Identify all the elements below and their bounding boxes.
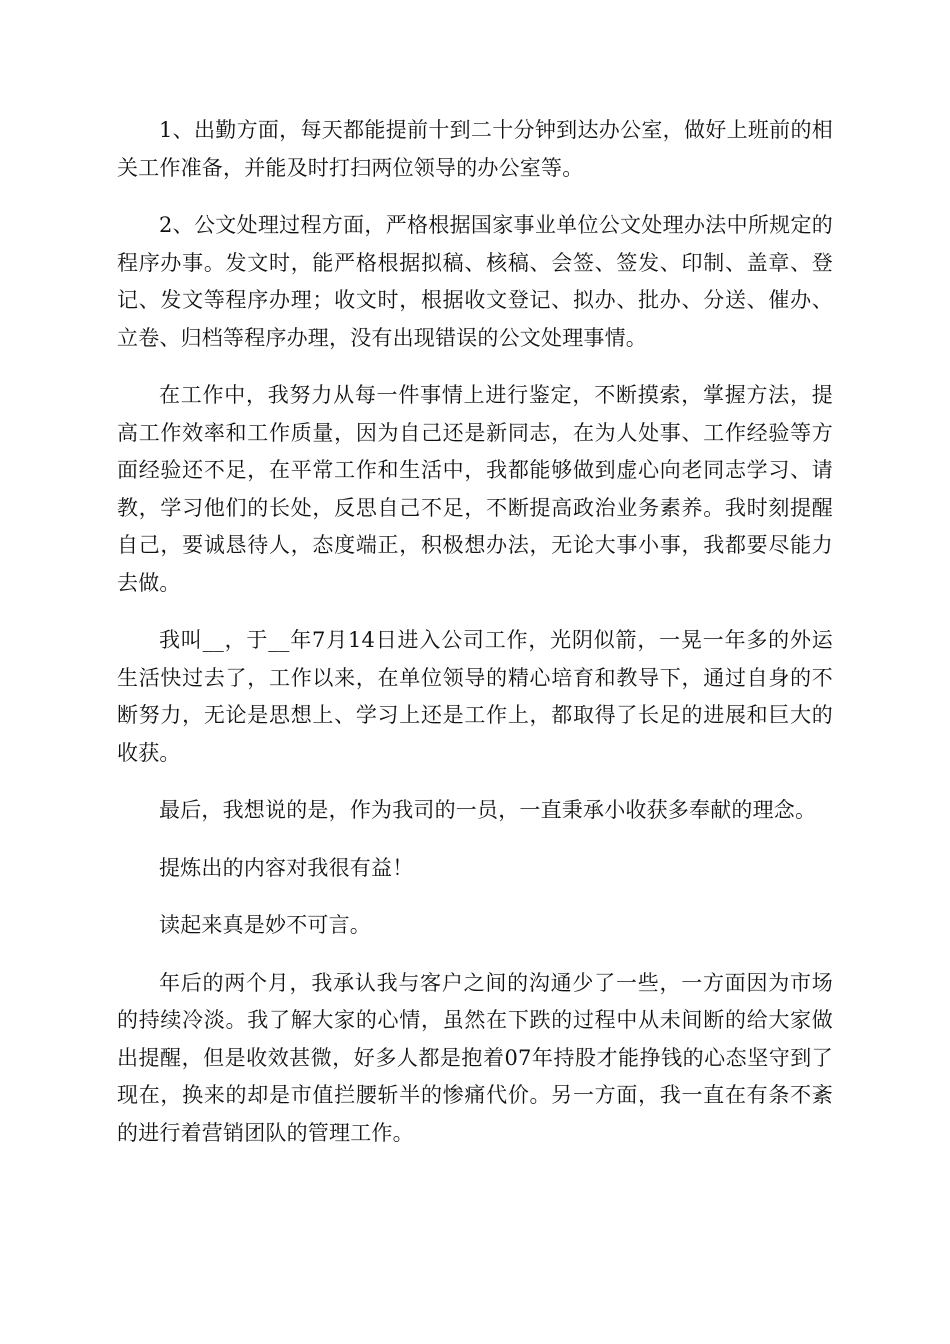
- paragraph-closing: 最后，我想说的是，作为我司的一员，一直秉承小收获多奉献的理念。: [159, 798, 817, 822]
- paragraph-introduction: 我叫__，于__年7月14日进入公司工作，光阴似箭，一晃一年多的外运生活快过去了，工作以来，在单位领导的精心培育和教导下，通过自身的不断努力，无论是思想上、学习上还是工作上，都取得了长足的进展和巨大的收获。: [117, 628, 833, 765]
- paragraph-comment-wonderful: 读起来真是妙不可言。: [159, 913, 371, 937]
- paragraph-document-processing: 2、公文处理过程方面，严格根据国家事业单位公文处理办法中所规定的程序办事。发文时，能严格根据拟稿、核稿、会签、签发、印制、盖章、登记、发文等程序办理；收文时，根据收文登记、拟办、批办、分送、催办、立卷、归档等程序办理，没有出现错误的公文处理事情。: [117, 213, 833, 350]
- paragraph-attendance: 1、出勤方面，每天都能提前十到二十分钟到达办公室，做好上班前的相关工作准备，并能及时打扫两位领导的办公室等。: [117, 118, 833, 180]
- paragraph-work-attitude: 在工作中，我努力从每一件事情上进行鉴定，不断摸索，掌握方法，提高工作效率和工作质量，因为自己还是新同志，在为人处事、工作经验等方面经验还不足，在平常工作和生活中，我都能够做到虚心向老同志学习、请教，学习他们的长处，反思自己不足，不断提高政治业务素养。我时刻提醒自己，要诚恳待人，态度端正，积极想办法，无论大事小事，我都要尽能力去做。: [117, 383, 833, 595]
- paragraph-comment-useful: 提炼出的内容对我很有益！: [159, 855, 414, 880]
- paragraph-market-review: 年后的两个月，我承认我与客户之间的沟通少了一些，一方面因为市场的持续冷淡。我了解大家的心情，虽然在下跌的过程中从未间断的给大家做出提醒，但是收效甚微，好多人都是抱着07年持股才能挣钱的心态坚守到了现在，换来的却是市值拦腰斩半的惨痛代价。另一方面，我一直在有条不紊的进行着营销团队的管理工作。: [117, 970, 833, 1145]
- document-body: [117, 112, 833, 1172]
